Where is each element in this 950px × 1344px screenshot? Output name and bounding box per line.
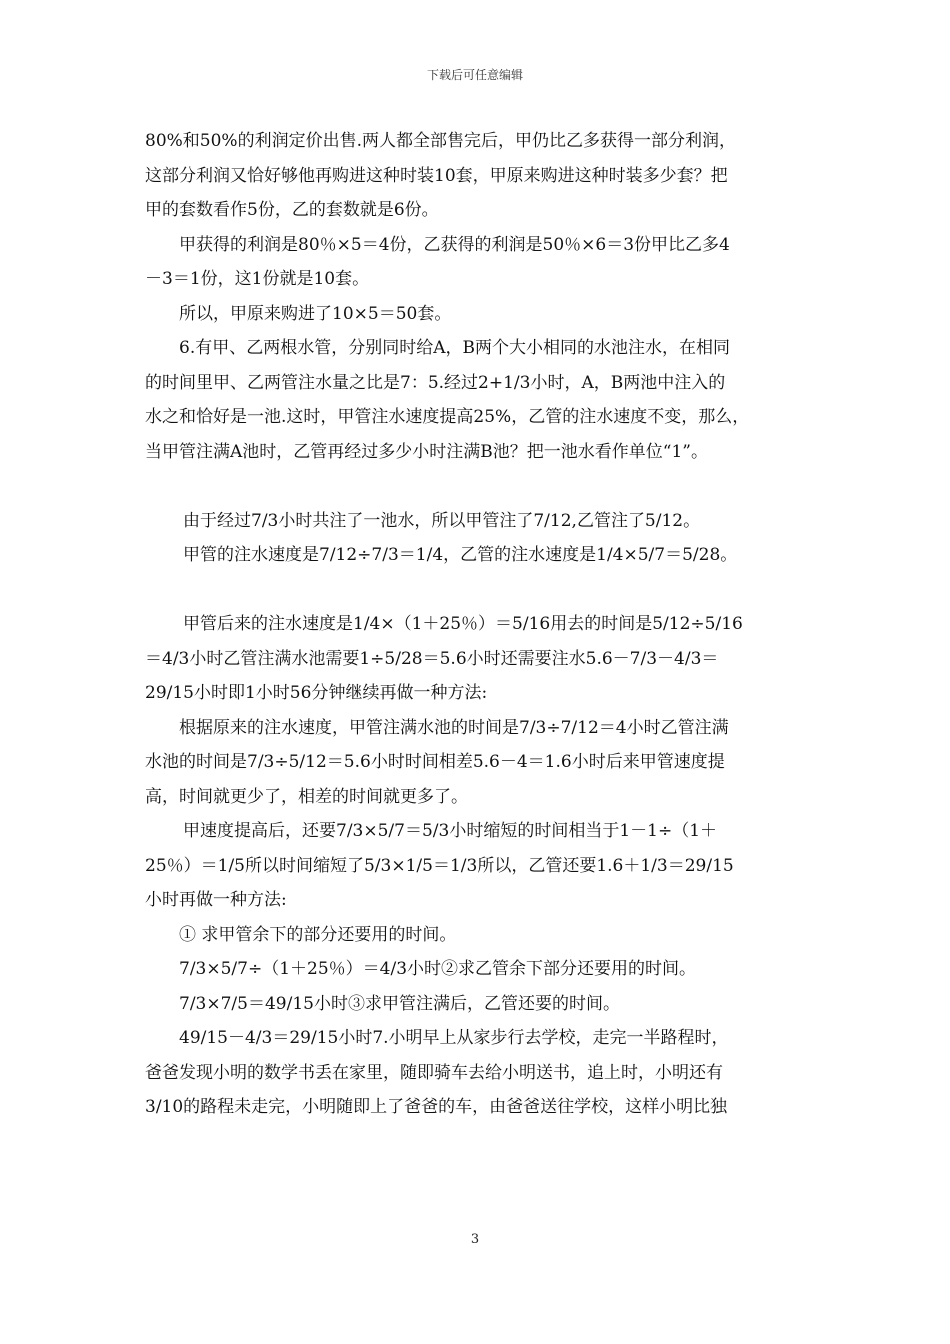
text-line: 水池的时间是7/3÷5/12＝5.6小时时间相差5.6－4＝1.6小时后来甲管速度提 (145, 752, 725, 772)
text-line: 当甲管注满A池时，乙管再经过多少小时注满B池？把一池水看作单位“1”。 (145, 441, 708, 462)
text-line: 甲管后来的注水速度是1/4×（1＋25％）＝5/16用去的时间是5/12÷5/16 (183, 614, 743, 634)
text-line: 3/10的路程未走完，小明随即上了爸爸的车，由爸爸送往学校，这样小明比独 (145, 1097, 728, 1117)
page-number: 3 (470, 1232, 480, 1247)
text-line: 6.有甲、乙两根水管，分别同时给A，B两个大小相同的水池注水，在相同 (179, 338, 730, 358)
text-line: 甲获得的利润是80％×5＝4份，乙获得的利润是50％×6＝3份甲比乙多4 (179, 234, 730, 255)
text-line: 小时再做一种方法: (145, 890, 287, 910)
text-line: 水之和恰好是一池.这时，甲管注水速度提高25%，乙管的注水速度不变，那么， (145, 407, 750, 427)
text-line: 29/15小时即1小时56分钟继续再做一种方法: (145, 683, 488, 703)
text-line: 这部分利润又恰好够他再购进这种时装10套，甲原来购进这种时装多少套？把 (145, 165, 728, 186)
text-line: －3＝1份，这1份就是10套。 (145, 269, 370, 289)
text-line: 甲管的注水速度是7/12÷7/3＝1/4，乙管的注水速度是1/4×5/7＝5/28。 (183, 545, 738, 565)
paragraph-gap (145, 469, 810, 504)
text-line: ＝4/3小时乙管注满水池需要1÷5/28＝5.6小时还需要注水5.6－7/3－4/3＝ (145, 648, 719, 669)
text-line: 25％）＝1/5所以时间缩短了5/3×1/5＝1/3所以，乙管还要1.6＋1/3＝29/15 (145, 855, 734, 876)
text-line: 高，时间就更少了，相差的时间就更多了。 (145, 786, 468, 807)
text-line: 甲的套数看作5份，乙的套数就是6份。 (145, 200, 439, 220)
text-line: 根据原来的注水速度，甲管注满水池的时间是7/3÷7/12＝4小时乙管注满 (179, 717, 729, 738)
text-line: 49/15－4/3＝29/15小时7.小明早上从家步行去学校，走完一半路程时， (179, 1028, 729, 1048)
paragraph-gap (145, 573, 810, 608)
text-line: 7/3×5/7÷（1＋25％）＝4/3小时②求乙管余下部分还要用的时间。 (179, 959, 697, 979)
text-line: 爸爸发现小明的数学书丢在家里，随即骑车去给小明送书，追上时，小明还有 (145, 1062, 723, 1083)
text-line: 所以，甲原来购进了10×5＝50套。 (179, 303, 452, 324)
text-line: 甲速度提高后，还要7/3×5/7＝5/3小时缩短的时间相当于1－1÷（1＋ (183, 821, 718, 841)
text-line: 80%和50%的利润定价出售.两人都全部售完后，甲仍比乙多获得一部分利润， (145, 131, 736, 151)
text-line: 由于经过7/3小时共注了一池水，所以甲管注了7/12,乙管注了5/12。 (183, 510, 701, 531)
text-line: 的时间里甲、乙两管注水量之比是7：5.经过2+1/3小时，A，B两池中注入的 (145, 372, 726, 393)
body-text (145, 124, 810, 1125)
page-header: 下载后可任意编辑 (426, 68, 523, 82)
text-line: ① 求甲管余下的部分还要用的时间。 (179, 924, 457, 945)
text-line: 7/3×7/5＝49/15小时③求甲管注满后，乙管还要的时间。 (179, 993, 620, 1014)
